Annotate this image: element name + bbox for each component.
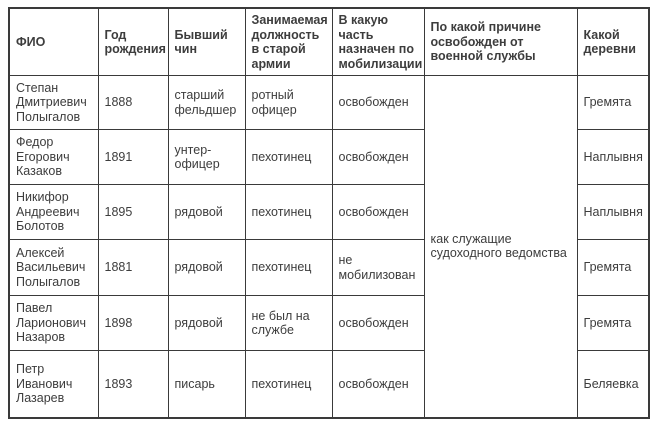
cell-old-army-position: пехотинец bbox=[245, 240, 332, 296]
column-header-exemption-reason: По какой причине освобожден от военной службы bbox=[424, 8, 577, 76]
column-header-fio: ФИО bbox=[9, 8, 98, 76]
cell-former-rank: рядовой bbox=[168, 185, 245, 240]
cell-mobilization-unit: освобожден bbox=[332, 185, 424, 240]
mobilization-table bbox=[8, 7, 650, 419]
table-row bbox=[9, 76, 649, 130]
cell-mobilization-unit: освобожден bbox=[332, 76, 424, 130]
cell-former-rank: унтер-офицер bbox=[168, 130, 245, 185]
cell-birth-year: 1891 bbox=[98, 130, 168, 185]
cell-village: Гремята bbox=[577, 76, 649, 130]
column-header-old-army-position: Занимаемая должность в старой армии bbox=[245, 8, 332, 76]
cell-former-rank: рядовой bbox=[168, 240, 245, 296]
cell-old-army-position: пехотинец bbox=[245, 130, 332, 185]
table-header-row bbox=[9, 8, 649, 76]
cell-village: Беляевка bbox=[577, 351, 649, 418]
cell-village: Гремята bbox=[577, 296, 649, 351]
cell-birth-year: 1881 bbox=[98, 240, 168, 296]
cell-village: Наплывня bbox=[577, 130, 649, 185]
cell-fio: Степан Дмитриевич Полыгалов bbox=[9, 76, 98, 130]
cell-former-rank: рядовой bbox=[168, 296, 245, 351]
cell-mobilization-unit: освобожден bbox=[332, 130, 424, 185]
cell-old-army-position: не был на службе bbox=[245, 296, 332, 351]
cell-old-army-position: пехотинец bbox=[245, 185, 332, 240]
cell-fio: Никифор Андреевич Болотов bbox=[9, 185, 98, 240]
cell-fio: Петр Иванович Лазарев bbox=[9, 351, 98, 418]
cell-village: Гремята bbox=[577, 240, 649, 296]
cell-mobilization-unit: освобожден bbox=[332, 351, 424, 418]
column-header-village: Какой деревни bbox=[577, 8, 649, 76]
cell-old-army-position: пехотинец bbox=[245, 351, 332, 418]
cell-mobilization-unit: освобожден bbox=[332, 296, 424, 351]
cell-birth-year: 1888 bbox=[98, 76, 168, 130]
cell-village: Наплывня bbox=[577, 185, 649, 240]
cell-birth-year: 1895 bbox=[98, 185, 168, 240]
cell-birth-year: 1898 bbox=[98, 296, 168, 351]
cell-exemption-reason-merged: как служащие судоходного ведомства bbox=[424, 76, 577, 418]
column-header-birth-year: Год рождения bbox=[98, 8, 168, 76]
cell-birth-year: 1893 bbox=[98, 351, 168, 418]
column-header-former-rank: Бывший чин bbox=[168, 8, 245, 76]
cell-old-army-position: ротный офицер bbox=[245, 76, 332, 130]
column-header-mobilization-unit: В какую часть назначен по мобилизации bbox=[332, 8, 424, 76]
cell-mobilization-unit: не мобилизован bbox=[332, 240, 424, 296]
cell-fio: Павел Ларионович Назаров bbox=[9, 296, 98, 351]
cell-former-rank: старший фельдшер bbox=[168, 76, 245, 130]
cell-fio: Федор Егорович Казаков bbox=[9, 130, 98, 185]
cell-fio: Алексей Васильевич Полыгалов bbox=[9, 240, 98, 296]
cell-former-rank: писарь bbox=[168, 351, 245, 418]
